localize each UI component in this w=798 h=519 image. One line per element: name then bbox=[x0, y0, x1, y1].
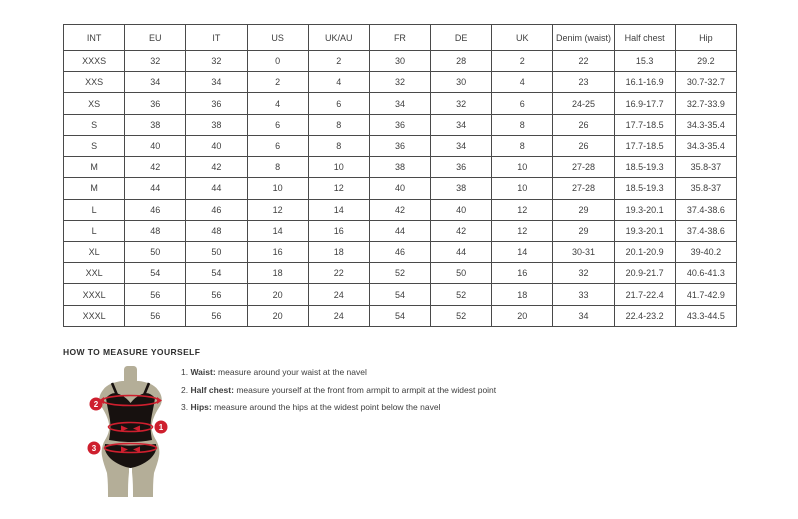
table-cell: 35.8-37 bbox=[675, 157, 736, 178]
table-cell: XXS bbox=[64, 72, 125, 93]
table-cell: 18 bbox=[308, 241, 369, 262]
table-cell: 30 bbox=[431, 72, 492, 93]
table-cell: 27-28 bbox=[553, 178, 614, 199]
table-cell: 40.6-41.3 bbox=[675, 263, 736, 284]
table-cell: 38 bbox=[369, 157, 430, 178]
table-cell: 2 bbox=[247, 72, 308, 93]
instruction-text: measure around your waist at the navel bbox=[218, 367, 367, 377]
table-cell: 8 bbox=[492, 135, 553, 156]
table-cell: 16.1-16.9 bbox=[614, 72, 675, 93]
table-cell: XS bbox=[64, 93, 125, 114]
table-cell: 54 bbox=[125, 263, 186, 284]
table-cell: 52 bbox=[369, 263, 430, 284]
instruction-label: Half chest: bbox=[190, 384, 234, 395]
table-cell: 50 bbox=[186, 241, 247, 262]
table-cell: 8 bbox=[247, 157, 308, 178]
table-cell: 12 bbox=[308, 178, 369, 199]
table-cell: M bbox=[64, 157, 125, 178]
table-cell: 10 bbox=[308, 157, 369, 178]
measurement-figure bbox=[78, 363, 190, 503]
table-cell: 42 bbox=[369, 199, 430, 220]
table-cell: 40 bbox=[369, 178, 430, 199]
instruction-number: 3. bbox=[181, 402, 189, 412]
table-row bbox=[64, 51, 737, 72]
table-cell: 43.3-44.5 bbox=[675, 305, 736, 326]
table-cell: 20 bbox=[492, 305, 553, 326]
column-header: US bbox=[247, 25, 308, 51]
table-cell: 36 bbox=[369, 114, 430, 135]
table-cell: 29.2 bbox=[675, 51, 736, 72]
table-row bbox=[64, 178, 737, 199]
table-cell: 38 bbox=[186, 114, 247, 135]
table-cell: 32 bbox=[553, 263, 614, 284]
column-header: DE bbox=[431, 25, 492, 51]
table-cell: 46 bbox=[369, 241, 430, 262]
table-cell: 14 bbox=[308, 199, 369, 220]
table-cell: 10 bbox=[492, 178, 553, 199]
table-cell: 52 bbox=[431, 305, 492, 326]
table-cell: 10 bbox=[247, 178, 308, 199]
table-cell: 39-40.2 bbox=[675, 241, 736, 262]
table-cell: 32 bbox=[125, 51, 186, 72]
table-cell: 33 bbox=[553, 284, 614, 305]
table-cell: 21.7-22.4 bbox=[614, 284, 675, 305]
table-row bbox=[64, 135, 737, 156]
measure-instructions bbox=[181, 367, 496, 420]
table-cell: 15.3 bbox=[614, 51, 675, 72]
table-cell: 44 bbox=[186, 178, 247, 199]
table-cell: S bbox=[64, 114, 125, 135]
table-cell: 37.4-38.6 bbox=[675, 199, 736, 220]
table-cell: 2 bbox=[492, 51, 553, 72]
table-cell: 34 bbox=[431, 135, 492, 156]
table-cell: 4 bbox=[247, 93, 308, 114]
instruction-text: measure around the hips at the widest point below the navel bbox=[214, 402, 441, 412]
column-header: Half chest bbox=[614, 25, 675, 51]
table-cell: 29 bbox=[553, 220, 614, 241]
column-header: INT bbox=[64, 25, 125, 51]
table-cell: 17.7-18.5 bbox=[614, 135, 675, 156]
table-cell: 16.9-17.7 bbox=[614, 93, 675, 114]
svg-text:1: 1 bbox=[158, 423, 164, 432]
measure-section-title: HOW TO MEASURE YOURSELF bbox=[63, 347, 201, 357]
instruction-number: 1. bbox=[181, 367, 189, 377]
table-cell: 41.7-42.9 bbox=[675, 284, 736, 305]
table-row bbox=[64, 284, 737, 305]
table-cell: 46 bbox=[125, 199, 186, 220]
table-cell: XL bbox=[64, 241, 125, 262]
table-cell: 20.1-20.9 bbox=[614, 241, 675, 262]
table-cell: 34 bbox=[125, 72, 186, 93]
table-row bbox=[64, 199, 737, 220]
column-header: Denim (waist) bbox=[553, 25, 614, 51]
column-header: EU bbox=[125, 25, 186, 51]
table-cell: 19.3-20.1 bbox=[614, 220, 675, 241]
table-cell: 38 bbox=[431, 178, 492, 199]
table-cell: 12 bbox=[492, 199, 553, 220]
table-cell: 28 bbox=[431, 51, 492, 72]
table-cell: 18.5-19.3 bbox=[614, 178, 675, 199]
table-cell: 26 bbox=[553, 114, 614, 135]
table-cell: 6 bbox=[247, 114, 308, 135]
instruction-text: measure yourself at the front from armpit to armpit at the widest point bbox=[236, 384, 497, 395]
table-cell: 34 bbox=[186, 72, 247, 93]
table-cell: 6 bbox=[492, 93, 553, 114]
table-cell: 0 bbox=[247, 51, 308, 72]
table-cell: 56 bbox=[125, 305, 186, 326]
table-cell: 44 bbox=[125, 178, 186, 199]
table-cell: 18 bbox=[247, 263, 308, 284]
table-cell: 24-25 bbox=[553, 93, 614, 114]
table-cell: 36 bbox=[369, 135, 430, 156]
table-cell: 14 bbox=[247, 220, 308, 241]
table-cell: L bbox=[64, 199, 125, 220]
table-cell: 32 bbox=[186, 51, 247, 72]
badge-waist bbox=[155, 421, 168, 434]
table-cell: 8 bbox=[492, 114, 553, 135]
instruction-number: 2. bbox=[181, 384, 189, 395]
table-cell: XXL bbox=[64, 263, 125, 284]
table-cell: L bbox=[64, 220, 125, 241]
svg-text:2: 2 bbox=[93, 400, 99, 409]
table-cell: 32.7-33.9 bbox=[675, 93, 736, 114]
table-cell: 44 bbox=[369, 220, 430, 241]
table-cell: 4 bbox=[308, 72, 369, 93]
table-cell: 40 bbox=[125, 135, 186, 156]
table-cell: 18.5-19.3 bbox=[614, 157, 675, 178]
instruction-waist bbox=[181, 367, 496, 377]
table-cell: 36 bbox=[186, 93, 247, 114]
instruction-half-chest bbox=[181, 385, 496, 395]
table-cell: 42 bbox=[431, 220, 492, 241]
table-cell: 44 bbox=[431, 241, 492, 262]
table-cell: 48 bbox=[125, 220, 186, 241]
table-cell: 37.4-38.6 bbox=[675, 220, 736, 241]
table-cell: 52 bbox=[431, 284, 492, 305]
table-cell: M bbox=[64, 178, 125, 199]
table-cell: 19.3-20.1 bbox=[614, 199, 675, 220]
table-cell: 16 bbox=[247, 241, 308, 262]
table-cell: 56 bbox=[186, 284, 247, 305]
table-cell: 20.9-21.7 bbox=[614, 263, 675, 284]
table-cell: 56 bbox=[125, 284, 186, 305]
table-cell: 26 bbox=[553, 135, 614, 156]
column-header: IT bbox=[186, 25, 247, 51]
badge-hips bbox=[88, 442, 101, 455]
table-cell: 35.8-37 bbox=[675, 178, 736, 199]
table-cell: 6 bbox=[247, 135, 308, 156]
table-cell: 22 bbox=[308, 263, 369, 284]
table-cell: 36 bbox=[431, 157, 492, 178]
table-cell: 12 bbox=[492, 220, 553, 241]
table-cell: 30 bbox=[369, 51, 430, 72]
table-cell: 38 bbox=[125, 114, 186, 135]
table-row bbox=[64, 263, 737, 284]
size-chart-head bbox=[64, 25, 737, 51]
table-cell: XXXL bbox=[64, 284, 125, 305]
table-cell: XXXS bbox=[64, 51, 125, 72]
instruction-hips bbox=[181, 402, 496, 412]
table-cell: 12 bbox=[247, 199, 308, 220]
table-cell: 8 bbox=[308, 135, 369, 156]
badge-half-chest bbox=[90, 398, 103, 411]
column-header: FR bbox=[369, 25, 430, 51]
size-chart-header-row bbox=[64, 25, 737, 51]
size-chart-body bbox=[64, 51, 737, 327]
table-cell: 36 bbox=[125, 93, 186, 114]
table-cell: 20 bbox=[247, 284, 308, 305]
table-cell: 46 bbox=[186, 199, 247, 220]
column-header: Hip bbox=[675, 25, 736, 51]
table-cell: 27-28 bbox=[553, 157, 614, 178]
table-cell: 23 bbox=[553, 72, 614, 93]
table-cell: 32 bbox=[431, 93, 492, 114]
table-cell: 16 bbox=[492, 263, 553, 284]
table-cell: 32 bbox=[369, 72, 430, 93]
size-chart-table bbox=[63, 24, 737, 327]
table-row bbox=[64, 93, 737, 114]
table-row bbox=[64, 305, 737, 326]
column-header: UK bbox=[492, 25, 553, 51]
table-cell: 30.7-32.7 bbox=[675, 72, 736, 93]
table-cell: 14 bbox=[492, 241, 553, 262]
table-cell: 48 bbox=[186, 220, 247, 241]
table-cell: 17.7-18.5 bbox=[614, 114, 675, 135]
table-cell: 6 bbox=[308, 93, 369, 114]
table-cell: 54 bbox=[186, 263, 247, 284]
table-cell: 34.3-35.4 bbox=[675, 114, 736, 135]
table-cell: XXXL bbox=[64, 305, 125, 326]
table-cell: S bbox=[64, 135, 125, 156]
table-cell: 24 bbox=[308, 284, 369, 305]
table-cell: 4 bbox=[492, 72, 553, 93]
table-cell: 34 bbox=[431, 114, 492, 135]
table-cell: 24 bbox=[308, 305, 369, 326]
table-row bbox=[64, 114, 737, 135]
table-cell: 34.3-35.4 bbox=[675, 135, 736, 156]
table-cell: 20 bbox=[247, 305, 308, 326]
table-cell: 54 bbox=[369, 284, 430, 305]
table-cell: 10 bbox=[492, 157, 553, 178]
table-row bbox=[64, 157, 737, 178]
table-cell: 50 bbox=[125, 241, 186, 262]
table-row bbox=[64, 241, 737, 262]
table-cell: 40 bbox=[431, 199, 492, 220]
table-cell: 34 bbox=[369, 93, 430, 114]
table-cell: 42 bbox=[125, 157, 186, 178]
table-cell: 29 bbox=[553, 199, 614, 220]
table-cell: 34 bbox=[553, 305, 614, 326]
table-cell: 22 bbox=[553, 51, 614, 72]
instruction-label: Hips: bbox=[190, 402, 212, 412]
column-header: UK/AU bbox=[308, 25, 369, 51]
table-cell: 22.4-23.2 bbox=[614, 305, 675, 326]
table-cell: 18 bbox=[492, 284, 553, 305]
table-cell: 2 bbox=[308, 51, 369, 72]
instruction-label: Waist: bbox=[190, 367, 216, 377]
table-cell: 42 bbox=[186, 157, 247, 178]
table-row bbox=[64, 72, 737, 93]
mannequin-illustration bbox=[78, 363, 190, 503]
table-cell: 40 bbox=[186, 135, 247, 156]
table-cell: 16 bbox=[308, 220, 369, 241]
table-cell: 50 bbox=[431, 263, 492, 284]
svg-text:3: 3 bbox=[91, 444, 97, 453]
table-cell: 56 bbox=[186, 305, 247, 326]
table-cell: 30-31 bbox=[553, 241, 614, 262]
table-cell: 8 bbox=[308, 114, 369, 135]
table-cell: 54 bbox=[369, 305, 430, 326]
table-row bbox=[64, 220, 737, 241]
